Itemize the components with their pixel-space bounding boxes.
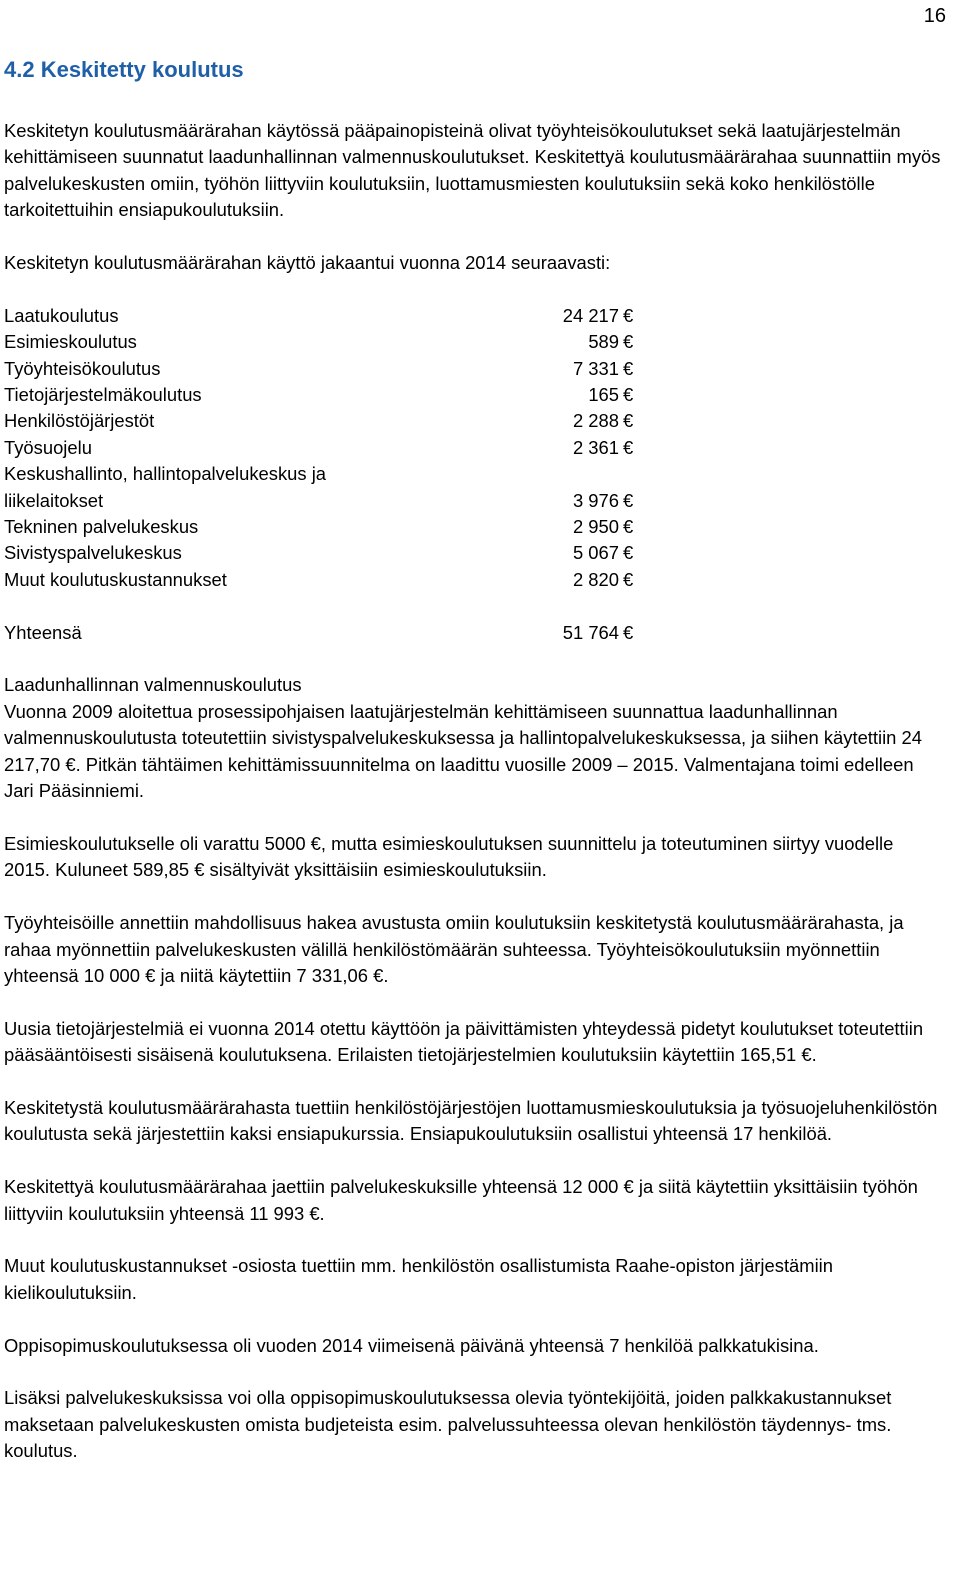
currency-symbol: € [623,331,634,353]
budget-label: Laatukoulutus [4,304,119,326]
budget-value: 5 067 [572,542,619,564]
budget-value: 3 976 [572,489,619,511]
budget-label: Työyhteisökoulutus [4,357,161,379]
currency-symbol: € [623,621,634,643]
budget-row [4,540,944,566]
apprenticeship-paragraph: Oppisopimuskoulutuksessa oli vuoden 2014 viimeisenä päivänä yhteensä 7 henkilöä palkkatukisina. [4,1334,819,1356]
budget-value: 24 217 [562,304,619,326]
budget-value: 7 331 [572,357,619,379]
budget-label: Tekninen palvelukeskus [4,516,199,538]
other-costs-paragraph: Muut koulutuskustannukset -osiosta tuettiin mm. henkilöstön osallistumista Raahe-opiston järjestämiin kielikoulutuksiin. [4,1255,833,1303]
union-training-paragraph: Keskitetystä koulutusmäärärahasta tuettiin henkilöstöjärjestöjen luottamusmieskoulutuksia ja työsuojeluhenkilöstön koulutusta sekä järjestettiin kaksi ensiapukurssia. Ensiapukoulutuksiin osallistui yhteensä 17 henkilöä. [4,1096,938,1145]
budget-row [4,303,944,329]
currency-symbol: € [623,516,634,538]
quality-training-title: Laadunhallinnan valmennuskoulutus [4,674,302,696]
budget-label: Esimieskoulutus [4,331,137,353]
service-center-paragraph: Keskitettyä koulutusmäärärahaa jaettiin palvelukeskuksille yhteensä 12 000 € ja siitä käytettiin yksittäisiin työhön liittyviin koulutuksiin yhteensä 11 993 €. [4,1176,918,1224]
currency-symbol: € [623,436,634,458]
additional-paragraph: Lisäksi palvelukeskuksissa voi olla oppisopimuskoulutuksessa olevia työntekijöitä, joiden palkkakustannukset maksetaan palvelukeskusten omista budjeteista esim. palvelussuhteessa olevan henkilöstön täydennys- tms. koulutus. [4,1387,892,1462]
quality-training-paragraph: Vuonna 2009 aloitettua prosessipohjaisen laatujärjestelmän kehittämiseen suunnattua laadunhallinnan valmennuskoulutusta toteutettiin sivistyspalvelukeskuksessa ja hallintopalvelukeskuksessa, ja siihen käytettiin 24 217,70 €. Pitkän tähtäimen kehittämissuunnitelma on laadittu vuosille 2009 – 2015. Valmentajana toimi edelleen Jari Pääsinniemi. [4,700,922,802]
budget-value: 165 [588,384,619,406]
document-body [4,118,944,1465]
community-training-paragraph: Työyhteisöille annettiin mahdollisuus hakea avustusta omiin koulutuksiin keskitetystä koulutusmäärärahasta, ja rahaa myönnettiin palvelukeskusten välillä henkilöstömäärän suhteessa. Työyhteisökoulutuksiin myönnettiin yhteensä 10 000 € ja niitä käytettiin 7 331,06 €. [4,912,904,986]
budget-row [4,435,944,461]
budget-label: Henkilöstöjärjestöt [4,410,155,432]
budget-table [4,303,944,646]
supervisor-training-paragraph: Esimieskoulutukselle oli varattu 5000 €, mutta esimieskoulutuksen suunnittelu ja toteutuminen siirtyy vuodelle 2015. Kuluneet 589,85 € sisältyivät yksittäisiin esimieskoulutuksiin. [4,832,894,881]
budget-label: Keskushallinto, hallintopalvelukeskus ja liikelaitokset [4,463,327,511]
section-heading: 4.2 Keskitetty koulutus [4,57,244,82]
budget-row [4,329,944,355]
budget-value: 2 288 [572,410,619,432]
it-training-paragraph: Uusia tietojärjestelmiä ei vuonna 2014 otettu käyttöön ja päivittämisten yhteydessä pidetyt koulutukset toteutettiin pääsääntöisesti sisäisenä koulutuksena. Erilaisten tietojärjestelmien koulutuksiin käytettiin 165,51 €. [4,1017,924,1066]
budget-row [4,408,944,434]
currency-symbol: € [623,489,634,511]
budget-label: Tietojärjestelmäkoulutus [4,384,202,406]
budget-value: 2 950 [572,516,619,538]
intro-paragraph: Keskitetyn koulutusmäärärahan käytössä pääpainopisteinä olivat työyhteisökoulutukset sekä laatujärjestelmän kehittämiseen suunnatut laadunhallinnan valmennuskoulutukset. Keskitettyä koulutusmäärärahaa suunnattiin myös palvelukeskusten omiin, työhön liittyviin koulutuksiin, luottamusmiesten koulutuksiin sekä koko henkilöstölle tarkoitettuihin ensiapukoulutuksiin. [4,120,941,221]
budget-value: 589 [588,331,619,353]
currency-symbol: € [623,568,634,590]
currency-symbol: € [623,542,634,564]
currency-symbol: € [623,357,634,379]
budget-intro-paragraph: Keskitetyn koulutusmäärärahan käyttö jakaantui vuonna 2014 seuraavasti: [4,252,611,274]
page-number: 16 [923,5,946,27]
budget-row [4,461,944,514]
budget-value: 2 361 [572,436,619,458]
budget-total-row [4,620,944,646]
budget-row [4,567,944,593]
budget-label: Sivistyspalvelukeskus [4,542,182,564]
budget-total-value: 51 764 [562,621,619,643]
budget-total-label: Yhteensä [4,621,82,643]
budget-row [4,382,944,408]
currency-symbol: € [623,304,634,326]
budget-label: Muut koulutuskustannukset [4,568,227,590]
budget-row [4,514,944,540]
budget-value: 2 820 [572,568,619,590]
budget-row [4,356,944,382]
currency-symbol: € [623,384,634,406]
budget-label: Työsuojelu [4,436,92,458]
currency-symbol: € [623,410,634,432]
